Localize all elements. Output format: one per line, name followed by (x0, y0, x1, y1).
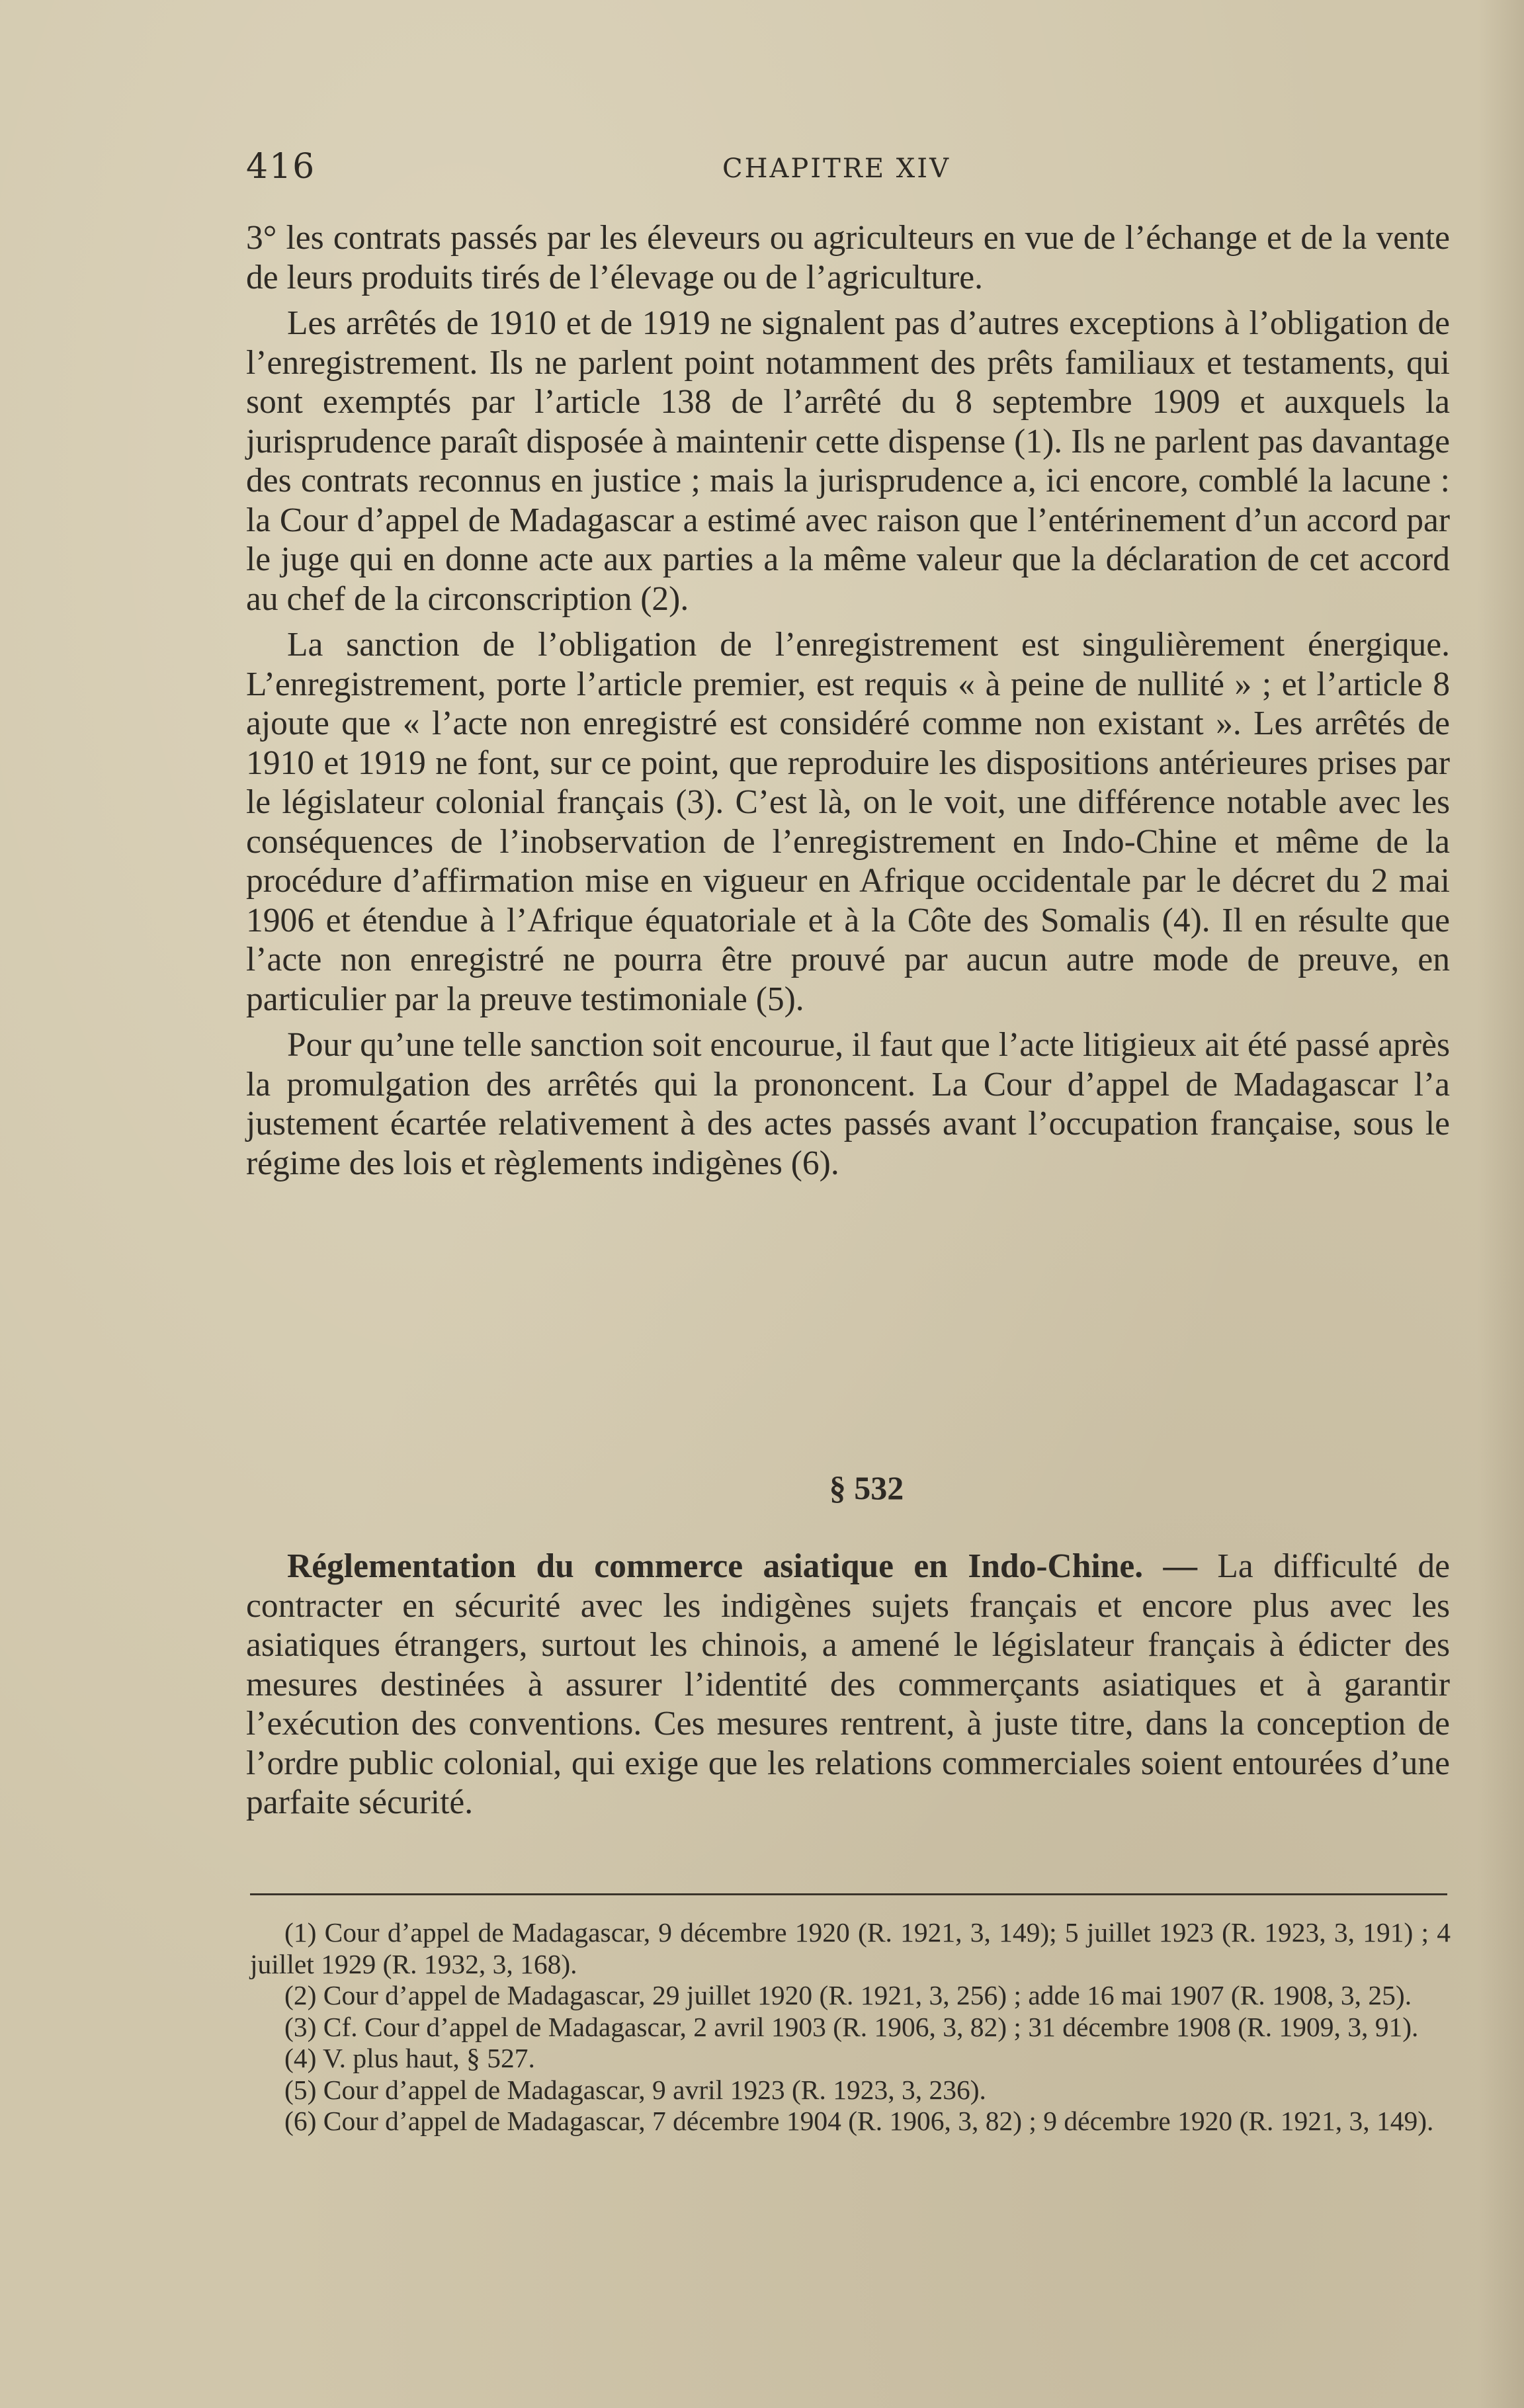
footnote-divider (250, 1893, 1447, 1895)
section-paragraph (246, 1547, 1450, 1823)
footnote-2: (2) Cour d’appel de Madagascar, 29 juillet 1920 (R. 1921, 3, 256) ; adde 16 mai 1907 (R. 1908, 3, 25). (284, 1980, 1412, 2010)
page-number: 416 (246, 147, 316, 187)
footnotes (250, 1917, 1451, 2137)
paragraph-item-3: 3° les contrats passés par les éleveurs ou agriculteurs en vue de l’échange et de la vente de leurs produits tirés de l’élevage ou de l’agriculture. (246, 219, 1450, 296)
page-header (246, 147, 1450, 193)
footnote-3: (3) Cf. Cour d’appel de Madagascar, 2 avril 1903 (R. 1906, 3, 82) ; 31 décembre 1908 (R. 1909, 3, 91). (284, 2011, 1419, 2042)
footnote-4: (4) V. plus haut, § 527. (284, 2043, 535, 2073)
section-body (246, 1547, 1450, 1823)
chapter-title: CHAPITRE XIV (722, 153, 951, 184)
main-text (246, 218, 1450, 1183)
paragraph-application: Pour qu’une telle sanction soit encourue, il faut que l’acte litigieux ait été passé après la promulgation des arrêtés qui la prononcent. La Cour d’appel de Madagascar l’a justement écartée relativement à des actes passés avant l’occupation française, sous le régime des lois et règlements indigènes (6). (246, 1026, 1450, 1182)
footnote-6: (6) Cour d’appel de Madagascar, 7 décembre 1904 (R. 1906, 3, 82) ; 9 décembre 1920 (R. 1921, 3, 149). (284, 2106, 1434, 2136)
paragraph-exceptions: Les arrêtés de 1910 et de 1919 ne signalent pas d’autres exceptions à l’obligation de l’enregistrement. Ils ne parlent point notamment des prêts familiaux et testaments, qui sont exemptés par l’article 138 de l’arrêté du 8 septembre 1909 et auxquels la jurisprudence paraît disposée à maintenir cette dispense (1). Ils ne parlent pas davantage des contrats reconnus en justice ; mais la jurisprudence a, ici encore, comblé la lacune : la Cour d’appel de Madagascar a estimé avec raison que l’entérinement d’un accord par le juge qui en donne acte aux parties a la même valeur que la déclaration de cet accord au chef de la circonscription (2). (246, 304, 1450, 618)
page-edge-shadow (1478, 0, 1524, 2408)
footnote-1: (1) Cour d’appel de Madagascar, 9 décembre 1920 (R. 1921, 3, 149); 5 juillet 1923 (R. 1923, 3, 191) ; 4 juillet 1929 (R. 1932, 3, 168). (250, 1917, 1451, 1979)
section-heading: Réglementation du commerce asiatique en Indo-Chine. — (287, 1547, 1197, 1585)
section-text: La difficulté de contracter en sécurité avec les indigènes sujets français et encore plus avec les asiatiques étrangers, surtout les chinois, a amené le législateur français à édicter des mesures destinées à assurer l’identité des commerçants asiatiques et à garantir l’exécution des conventions. Ces mesures rentrent, à juste titre, dans la conception de l’ordre public colonial, qui exige que les relations commerciales soient entourées d’une parfaite sécurité. (246, 1547, 1450, 1821)
paragraph-sanction: La sanction de l’obligation de l’enregistrement est singulièrement énergique. L’enregistrement, porte l’article premier, est requis « à peine de nullité » ; et l’article 8 ajoute que « l’acte non enregistré est considéré comme non existant ». Les arrêtés de 1910 et 1919 ne font, sur ce point, que reproduire les dispositions antérieures prises par le législateur colonial français (3). C’est là, on le voit, une différence notable avec les conséquences de l’inobservation de l’enregistrement en Indo-Chine et même de la procédure d’affirmation mise en vigueur en Afrique occidentale par le décret du 2 mai 1906 et étendue à l’Afrique équatoriale et à la Côte des Somalis (4). Il en résulte que l’acte non enregistré ne pourra être prouvé par aucun autre mode de preuve, en particulier par la preuve testimoniale (5). (246, 626, 1450, 1018)
footnote-5: (5) Cour d’appel de Madagascar, 9 avril 1923 (R. 1923, 3, 236). (284, 2074, 986, 2105)
section-number: § 532 (829, 1469, 904, 1506)
